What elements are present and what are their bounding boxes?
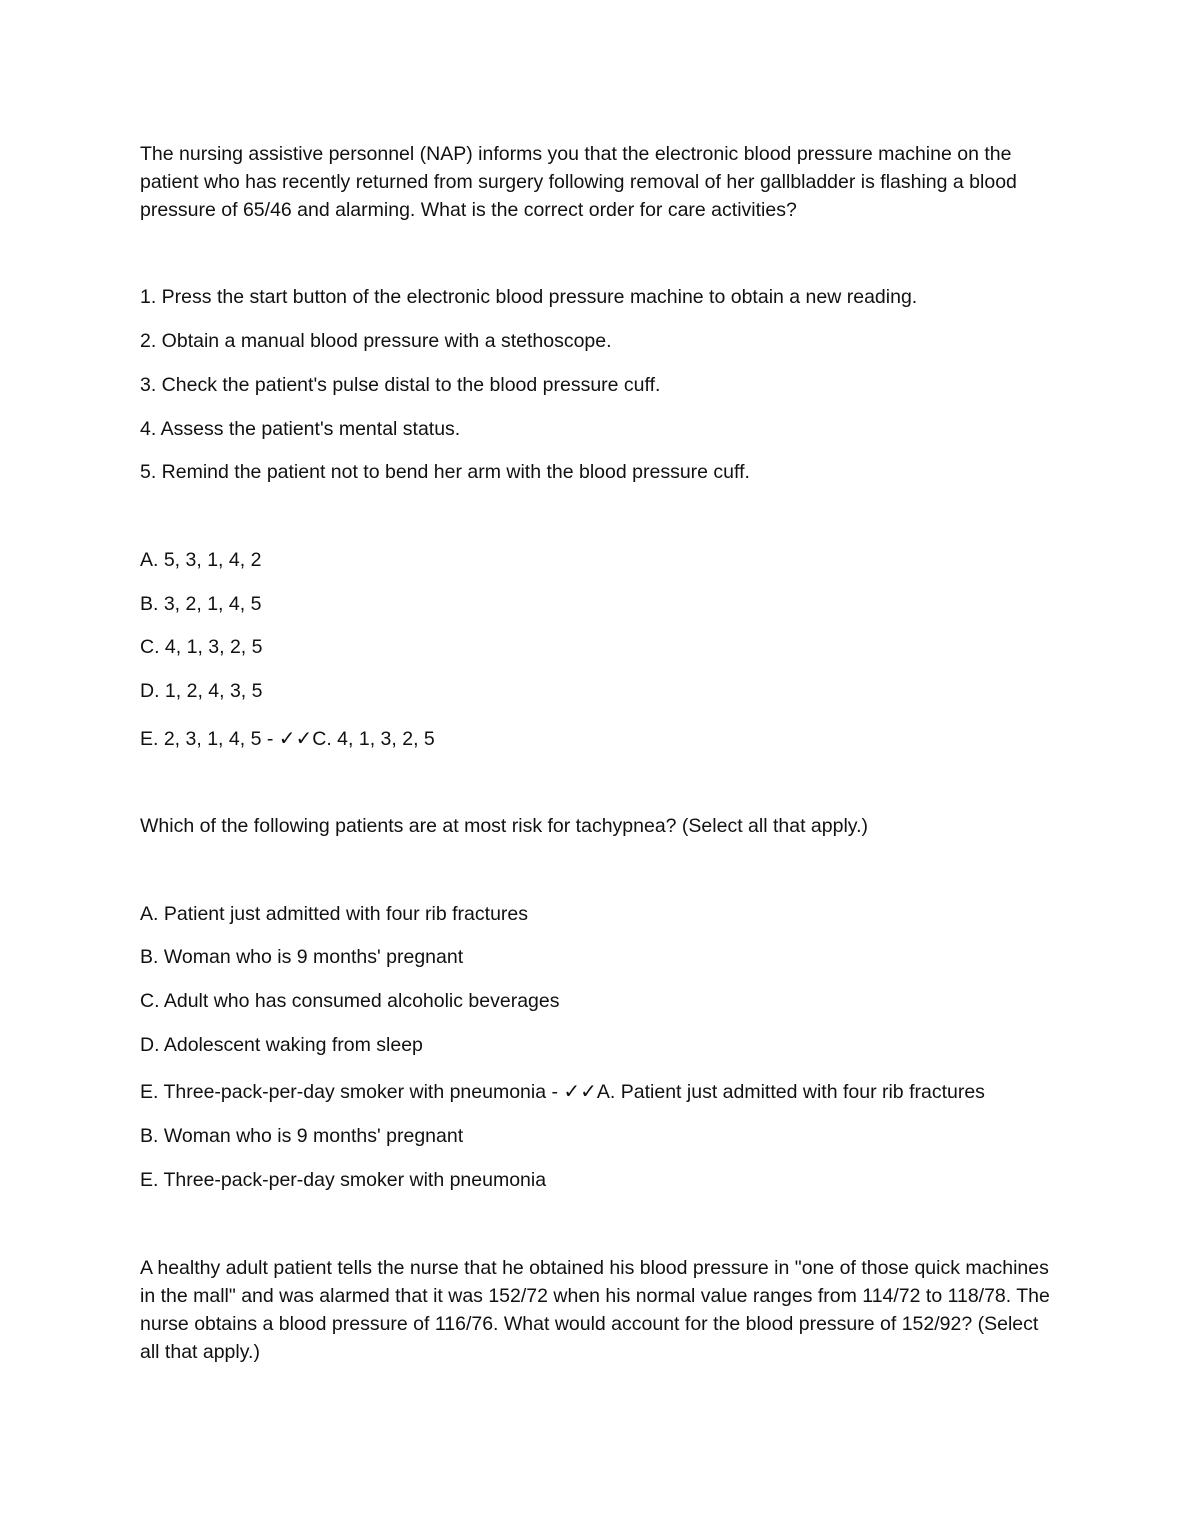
q2-option: C. Adult who has consumed alcoholic beverages bbox=[140, 990, 560, 1012]
q3-stem: A healthy adult patient tells the nurse that he obtained his blood pressure in "one of those quick machines in the mall" and was alarmed that it was 152/72 when his normal value ranges from 114/72 to 118/78. The nurse obtains a blood pressure of 116/76. What would account for the blood pressure of 152/92? (Select all that apply.) bbox=[140, 1257, 1050, 1363]
q1-answer: C. 4, 1, 3, 2, 5 bbox=[312, 728, 435, 750]
q1-option: B. 3, 2, 1, 4, 5 bbox=[140, 593, 262, 615]
q2-answer: E. Three-pack-per-day smoker with pneumonia bbox=[140, 1169, 547, 1191]
q1-stem: The nursing assistive personnel (NAP) informs you that the electronic blood pressure machine on the patient who has recently returned from surgery following removal of her gallbladder is flashing a blood pressure of 65/46 and alarming. What is the correct order for care activities? bbox=[140, 143, 1017, 221]
q2-stem: Which of the following patients are at most risk for tachypnea? (Select all that apply.) bbox=[140, 815, 868, 837]
checkmark-icon: ✓✓ bbox=[563, 1079, 597, 1103]
q1-option: D. 1, 2, 4, 3, 5 bbox=[140, 680, 263, 702]
checkmark-icon: ✓✓ bbox=[278, 726, 313, 750]
q1-step: 4. Assess the patient's mental status. bbox=[140, 418, 461, 440]
q2-answer: A. Patient just admitted with four rib fractures bbox=[596, 1081, 985, 1103]
q2-option: D. Adolescent waking from sleep bbox=[140, 1034, 423, 1056]
q1-last-option: E. 2, 3, 1, 4, 5 - bbox=[140, 728, 279, 750]
q1-option: C. 4, 1, 3, 2, 5 bbox=[140, 636, 263, 658]
q2-option: B. Woman who is 9 months' pregnant bbox=[140, 946, 464, 968]
q1-option-with-answer bbox=[140, 724, 1055, 753]
document-page bbox=[140, 140, 1055, 1366]
q2-option: A. Patient just admitted with four rib fractures bbox=[140, 903, 529, 925]
q1-option: A. 5, 3, 1, 4, 2 bbox=[140, 549, 262, 571]
q1-step: 1. Press the start button of the electronic blood pressure machine to obtain a new reading. bbox=[140, 286, 918, 308]
q1-step: 2. Obtain a manual blood pressure with a stethoscope. bbox=[140, 330, 612, 352]
q2-answer: B. Woman who is 9 months' pregnant bbox=[140, 1125, 464, 1147]
q2-last-option: E. Three-pack-per-day smoker with pneumonia - bbox=[140, 1081, 564, 1103]
q1-step: 3. Check the patient's pulse distal to the blood pressure cuff. bbox=[140, 374, 661, 396]
q1-step: 5. Remind the patient not to bend her arm with the blood pressure cuff. bbox=[140, 461, 750, 483]
q2-option-with-answer bbox=[140, 1077, 1055, 1106]
